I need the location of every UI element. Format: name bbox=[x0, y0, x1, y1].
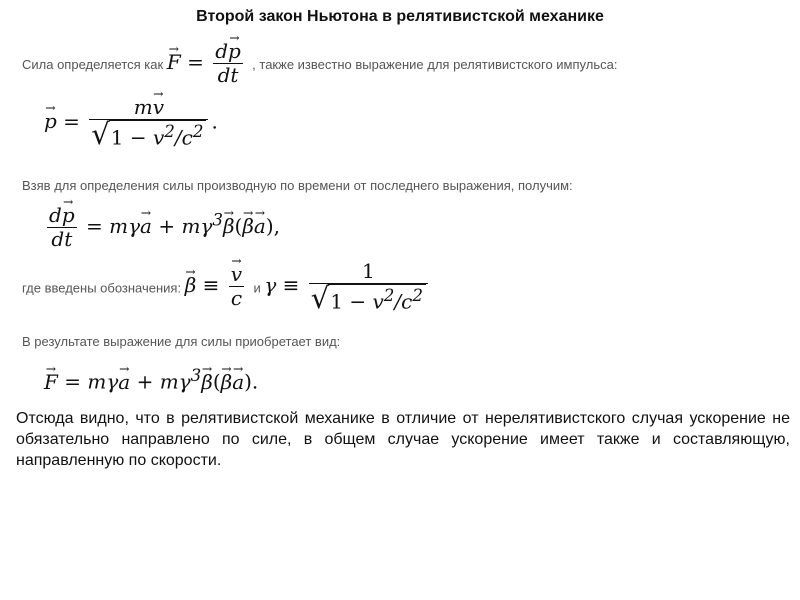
force-definition-line bbox=[22, 40, 617, 87]
gamma-definition: γ ≡ 1 √ $1 - v^2/c^2$ bbox=[264, 273, 431, 297]
notation-conjunction: и bbox=[253, 280, 261, 296]
conclusion-paragraph: Отсюда видно, что в релятивистской механике в отличие от нерелятивистского случая ускорение не обязательно направлено по силе, в общем случае ускорение имеет также и составляющую, направленную по скорости. bbox=[16, 410, 790, 469]
derivative-formula: $\frac{dp \to}{dt}$ = mγa → + $m\gamma^3\beta \to(\beta \to a$ →), bbox=[44, 204, 280, 251]
notation-line bbox=[22, 260, 431, 314]
force-definition-suffix: , также известно выражение для релятивистского импульса: bbox=[252, 57, 618, 72]
slide-title: Второй закон Ньютона в релятивистской механике bbox=[196, 8, 604, 25]
result-intro-text: В результате выражение для силы приобретает вид: bbox=[22, 334, 341, 349]
force-definition-formula: F → = $\frac{dp \to}{dt}$ bbox=[167, 50, 252, 74]
derivative-intro-text: Взяв для определения силы производную по времени от последнего выражения, получим: bbox=[22, 178, 573, 193]
momentum-formula: p → = mv → √ $1 - v^2/c^2$ . bbox=[44, 96, 218, 150]
final-force-formula: F → = mγa → + $m\gamma^3\beta \to(\beta \to a$ →). bbox=[44, 366, 258, 394]
notation-prefix: где введены обозначения: bbox=[22, 280, 182, 296]
force-definition-prefix: Сила определяется как bbox=[22, 57, 164, 72]
beta-definition: β → ≡ $\frac{v \to}{c}$ bbox=[185, 273, 254, 297]
